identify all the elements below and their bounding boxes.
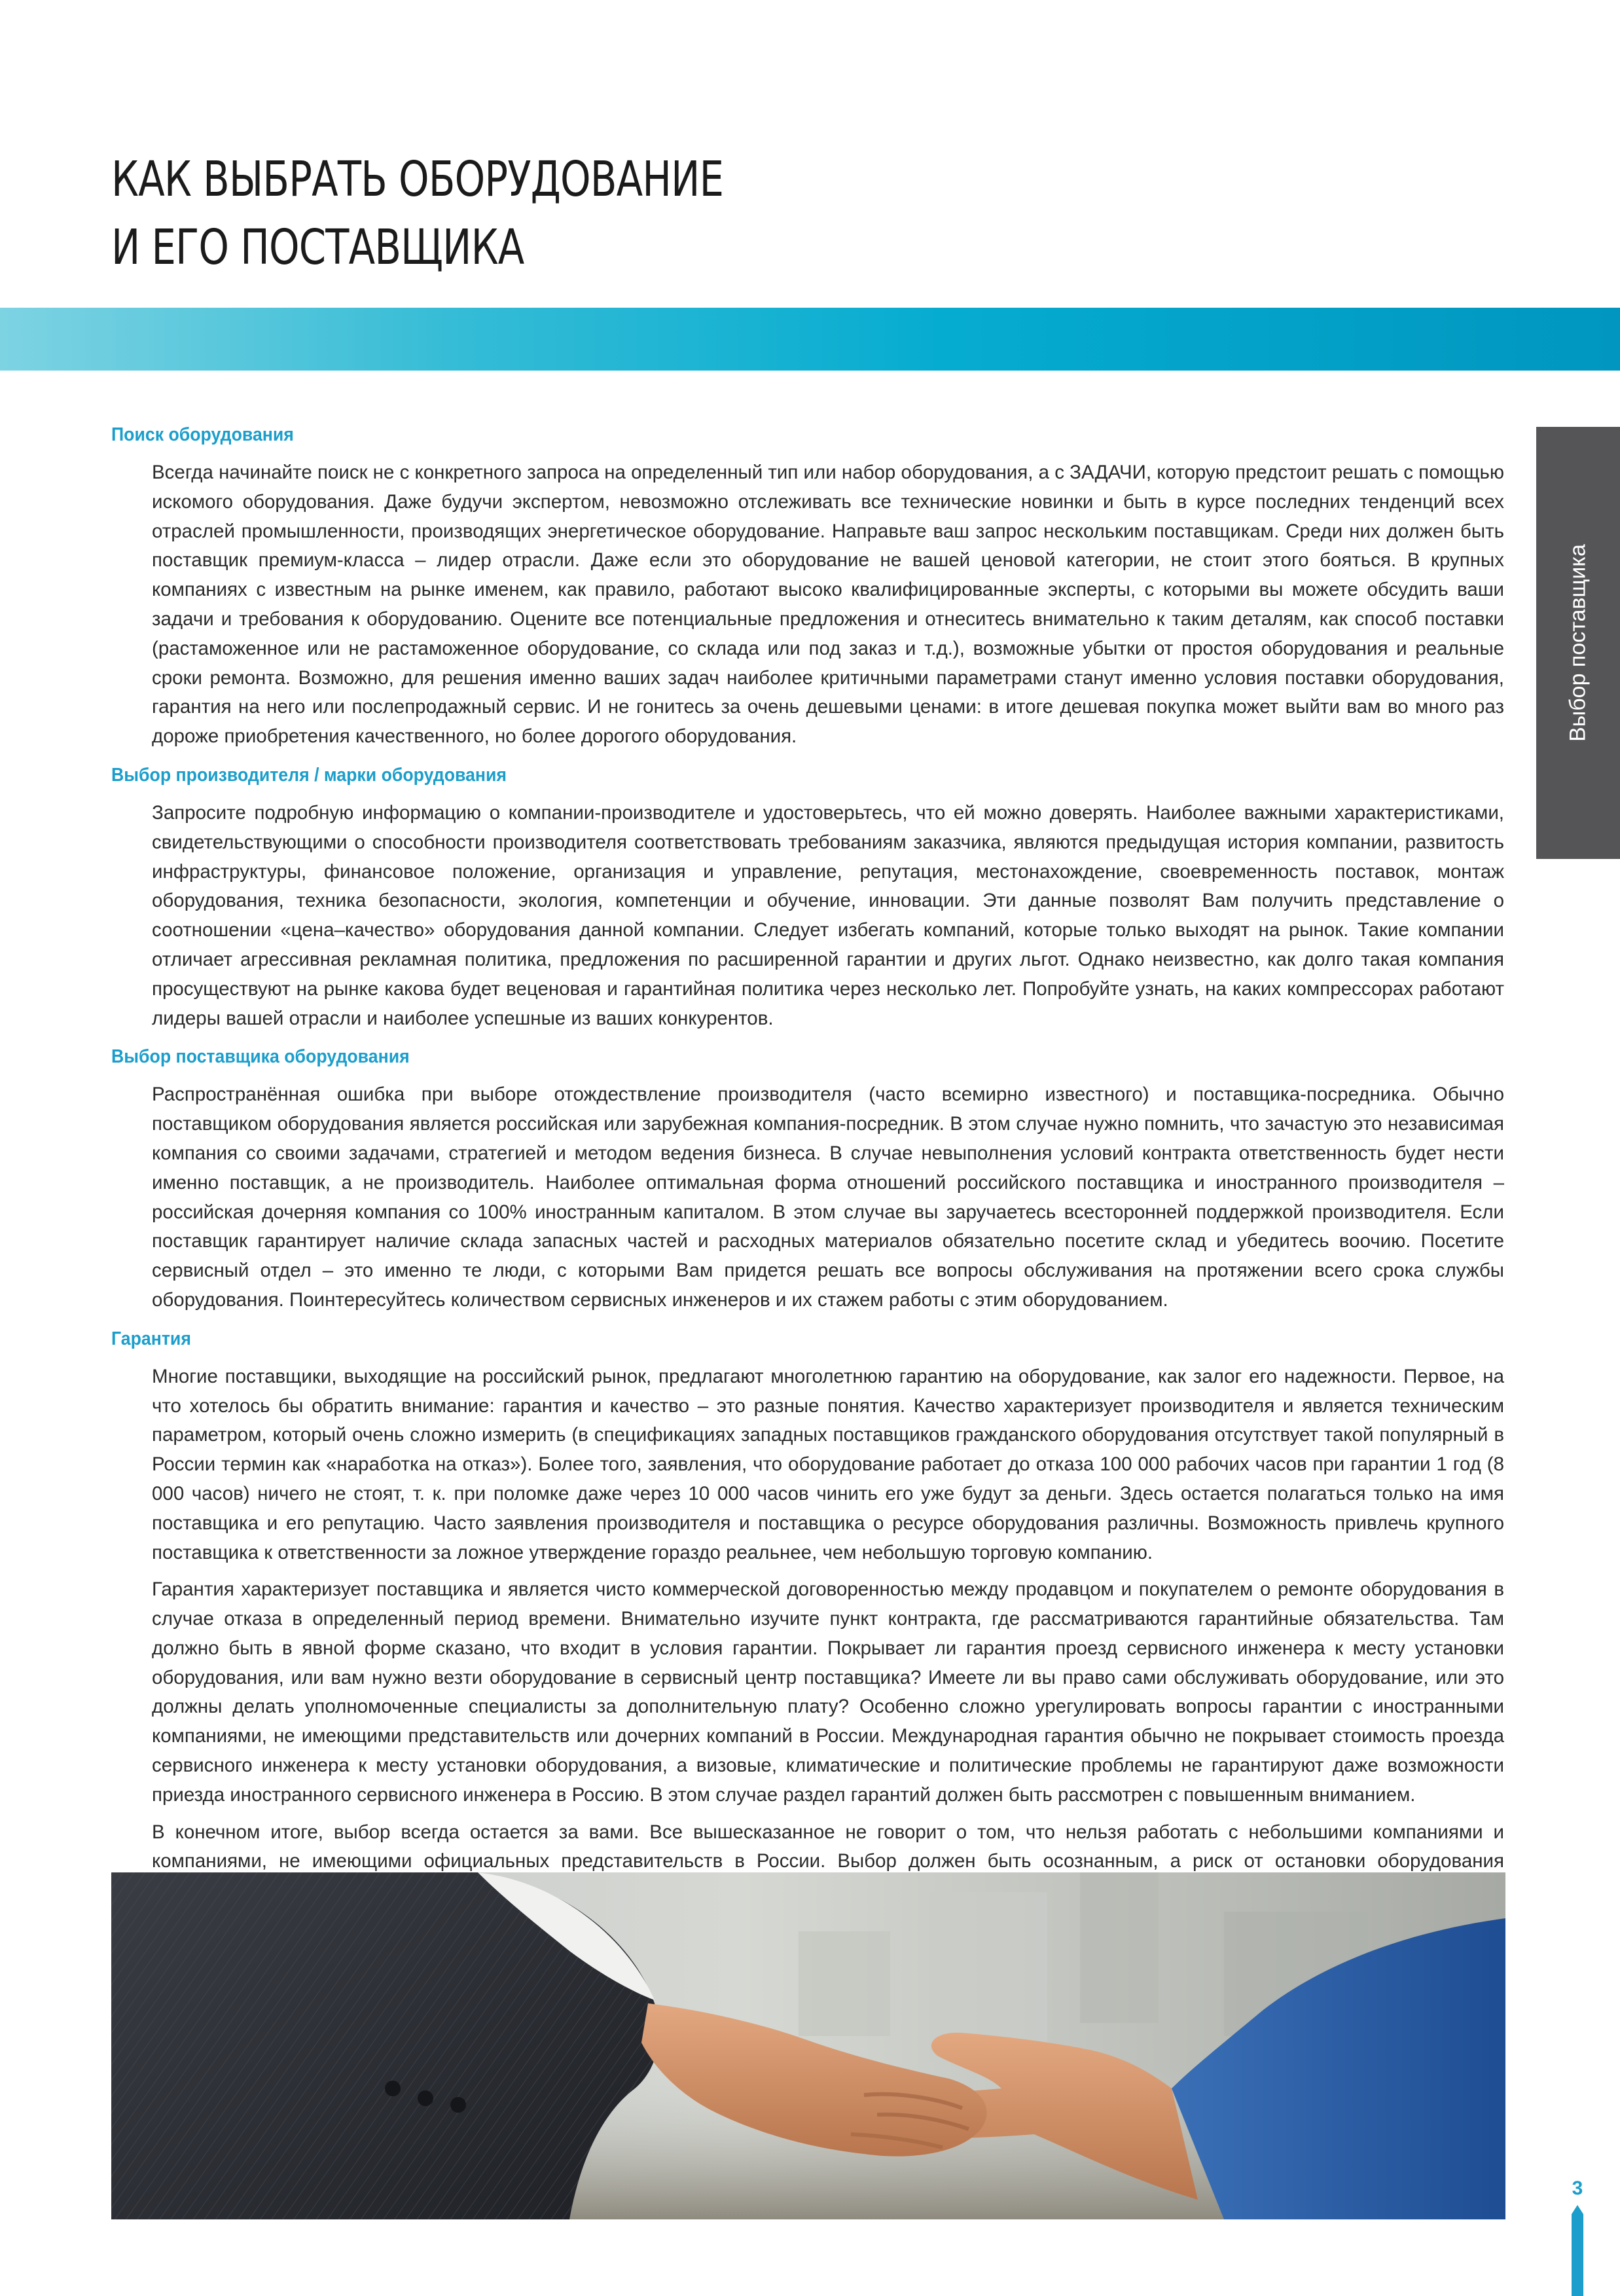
page-marker-icon [1572, 2205, 1583, 2296]
paragraph: Запросите подробную информацию о компании-производителе и удостоверьтесь, что ей можно доверять. Наиболее важными характеристиками, свидетельствующими о способности производителя соответствовать требованиям заказчика, являются предыдущая история компании, развитость инфраструктуры, финансовое положение, организация и управление, репутация, местонахождение, своевременность поставок, монтаж оборудования, техника безопасности, экология, компетенции и обучение, инновации. Эти данные позволят Вам получить представление о соотношении «цена–качество» оборудования данной компании. Следует избегать компаний, которые только выходят на рынок. Такие компании отличает агрессивная рекламная политика, предложения по расширенной гарантии и других льгот. Однако неизвестно, как долго такая компания просуществуют на рынке какова будет веценовая и гарантийная политика через несколько лет. Попробуйте узнать, на каких компрессорах работают лидеры вашей отрасли и наиболее успешные из ваших конкурентов. [152, 801, 1504, 1029]
section-heading: Гарантия [111, 1328, 191, 1349]
paragraph: Многие поставщики, выходящие на российский рынок, предлагают многолетнюю гарантию на оборудование, как залог его надежности. Первое, на что хотелось бы обратить внимание: гарантия и качество – это разные понятия. Качество характеризует производителя и является техническим параметром, который очень сложно измерить (в спецификациях западных поставщиков гражданского оборудования отсутствует такой популярный в России термин как «наработка на отказ»). Более того, заявления, что оборудование работает до отказа 100 000 рабочих часов при гарантии 1 год (8 000 часов) ничего не стоят, т. к. при поломке даже через 10 000 часов чинить его уже будут за деньги. Здесь остается полагаться только на имя поставщика и его репутацию. Часто заявления производителя и поставщика о ресурсе оборудования различны. Возможность привлечь крупного поставщика к ответственности за ложное утверждение гораздо реальнее, чем небольшую торговую компанию. [152, 1365, 1504, 1563]
section-equipment-search [111, 420, 1505, 752]
paragraph: Всегда начинайте поиск не с конкретного запроса на определенный тип или набор оборудования, а с ЗАДАЧИ, которую предстоит решать с помощью искомого оборудования. Даже будучи экспертом, невозможно отслеживать все технические новинки и быть в курсе последних тенденций всех отраслей промышленности, производящих энергетическое оборудование. Направьте ваш запрос нескольким поставщикам. Среди них должен быть поставщик премиум-класса – лидер отрасли. Даже если это оборудование не вашей ценовой категории, не стоит этого бояться. В крупных компаниях с известным на рынке именем, как правило, работают высоко квалифицированные эксперты, с которыми вы можете обсудить ваши задачи и требования к оборудованию. Оцените все потенциальные предложения и отнеситесь внимательно к таким деталям, как способ поставки (растаможенное или не растаможенное оборудование, со склада или под заказ и т.д.), возможные убытки от простоя оборудования и реальные сроки ремонта. Возможно, для решения именно ваших задач наиболее критичными параметрами станут именно условия поставки оборудования, гарантия на него или послепродажный сервис. И не гонитесь за очень дешевыми ценами: в итоге дешевая покупка может выйти вам во много раз дороже приобретения качественного, но более дорогого оборудования. [152, 462, 1504, 748]
paragraph: Гарантия характеризует поставщика и является чисто коммерческой договоренностью между продавцом и покупателем о ремонте оборудования в случае отказа в определенный период времени. Внимательно изучите пункт контракта, где рассматриваются гарантийные обязательства. Там должно быть в явной форме сказано, что входит в условия гарантии. Покрывает ли гарантия проезд сервисного инженера к месту установки оборудования, или вам нужно везти оборудование в сервисный центр поставщика? Имеете ли вы право сами обслуживать оборудование, или это должны делать уполномоченные специалисты за дополнительную плату? Особенно сложно урегулировать вопросы гарантии с иностранными компаниями, не имеющими представительств или дочерних компаний в России. Международная гарантия обычно не покрывает стоимость проезда сервисного инженера к месту установки оборудования, а визовые, климатические и политические проблемы не гарантируют даже возможности приезда иностранного сервисного инженера в Россию. В этом случае раздел гарантий должен быть рассмотрен с повышенным вниманием. [152, 1578, 1504, 1806]
page-title-line-1: КАК ВЫБРАТЬ ОБОРУДОВАНИЕ [111, 151, 724, 208]
paragraph: В конечном итоге, выбор всегда остается за вами. Все вышесказанное не говорит о том, что нельзя работать с небольшими компаниями и компаниями, не имеющими официальных представительств в России. Выбор должен быть осознанным, а риск от остановки оборудования [152, 1821, 1504, 1872]
section-heading: Поиск оборудования [111, 424, 294, 445]
paragraph: Распространённая ошибка при выборе отождествление производителя (часто всемирно известного) и поставщика-посредника. Обычно поставщиком оборудования является российская или зарубежная компания-посредник. В этом случае нужно помнить, что зачастую это независимая компания со своими задачами, стратегией и методом ведения бизнеса. В случае невыполнения условий контракта ответственность будет нести именно поставщик, а не производитель. Наиболее оптимальная форма отношений российского поставщика и иностранного производителя – российская дочерняя компания со 100% иностранным капиталом. В этом случае вы заручаетесь всесторонней поддержкой производителя. Если поставщик гарантирует наличие склада запасных частей и расходных материалов обязательно посетите склад и убедитесь воочию. Посетите сервисный отдел – это именно те люди, с которыми Вам придется решать все вопросы обслуживания на протяжении всего срока службы оборудования. Поинтересуйтесь количеством сервисных инженеров и их стажем работы с этим оборудованием. [152, 1084, 1504, 1311]
handshake-photo [111, 1872, 1505, 2219]
section-warranty [111, 1324, 1505, 1906]
section-manufacturer-choice [111, 761, 1505, 1033]
section-supplier-choice [111, 1042, 1505, 1315]
header-color-band [0, 308, 1620, 371]
page-title-line-2: И ЕГО ПОСТАВЩИКА [111, 219, 524, 276]
page-number: 3 [1572, 2178, 1583, 2199]
section-side-tab [1536, 427, 1620, 859]
article-body [111, 420, 1505, 1906]
page-title [111, 145, 723, 282]
section-heading: Выбор производителя / марки оборудования [111, 764, 507, 786]
side-tab-label: Выбор поставщика [1565, 544, 1591, 742]
section-heading: Выбор поставщика оборудования [111, 1046, 410, 1068]
